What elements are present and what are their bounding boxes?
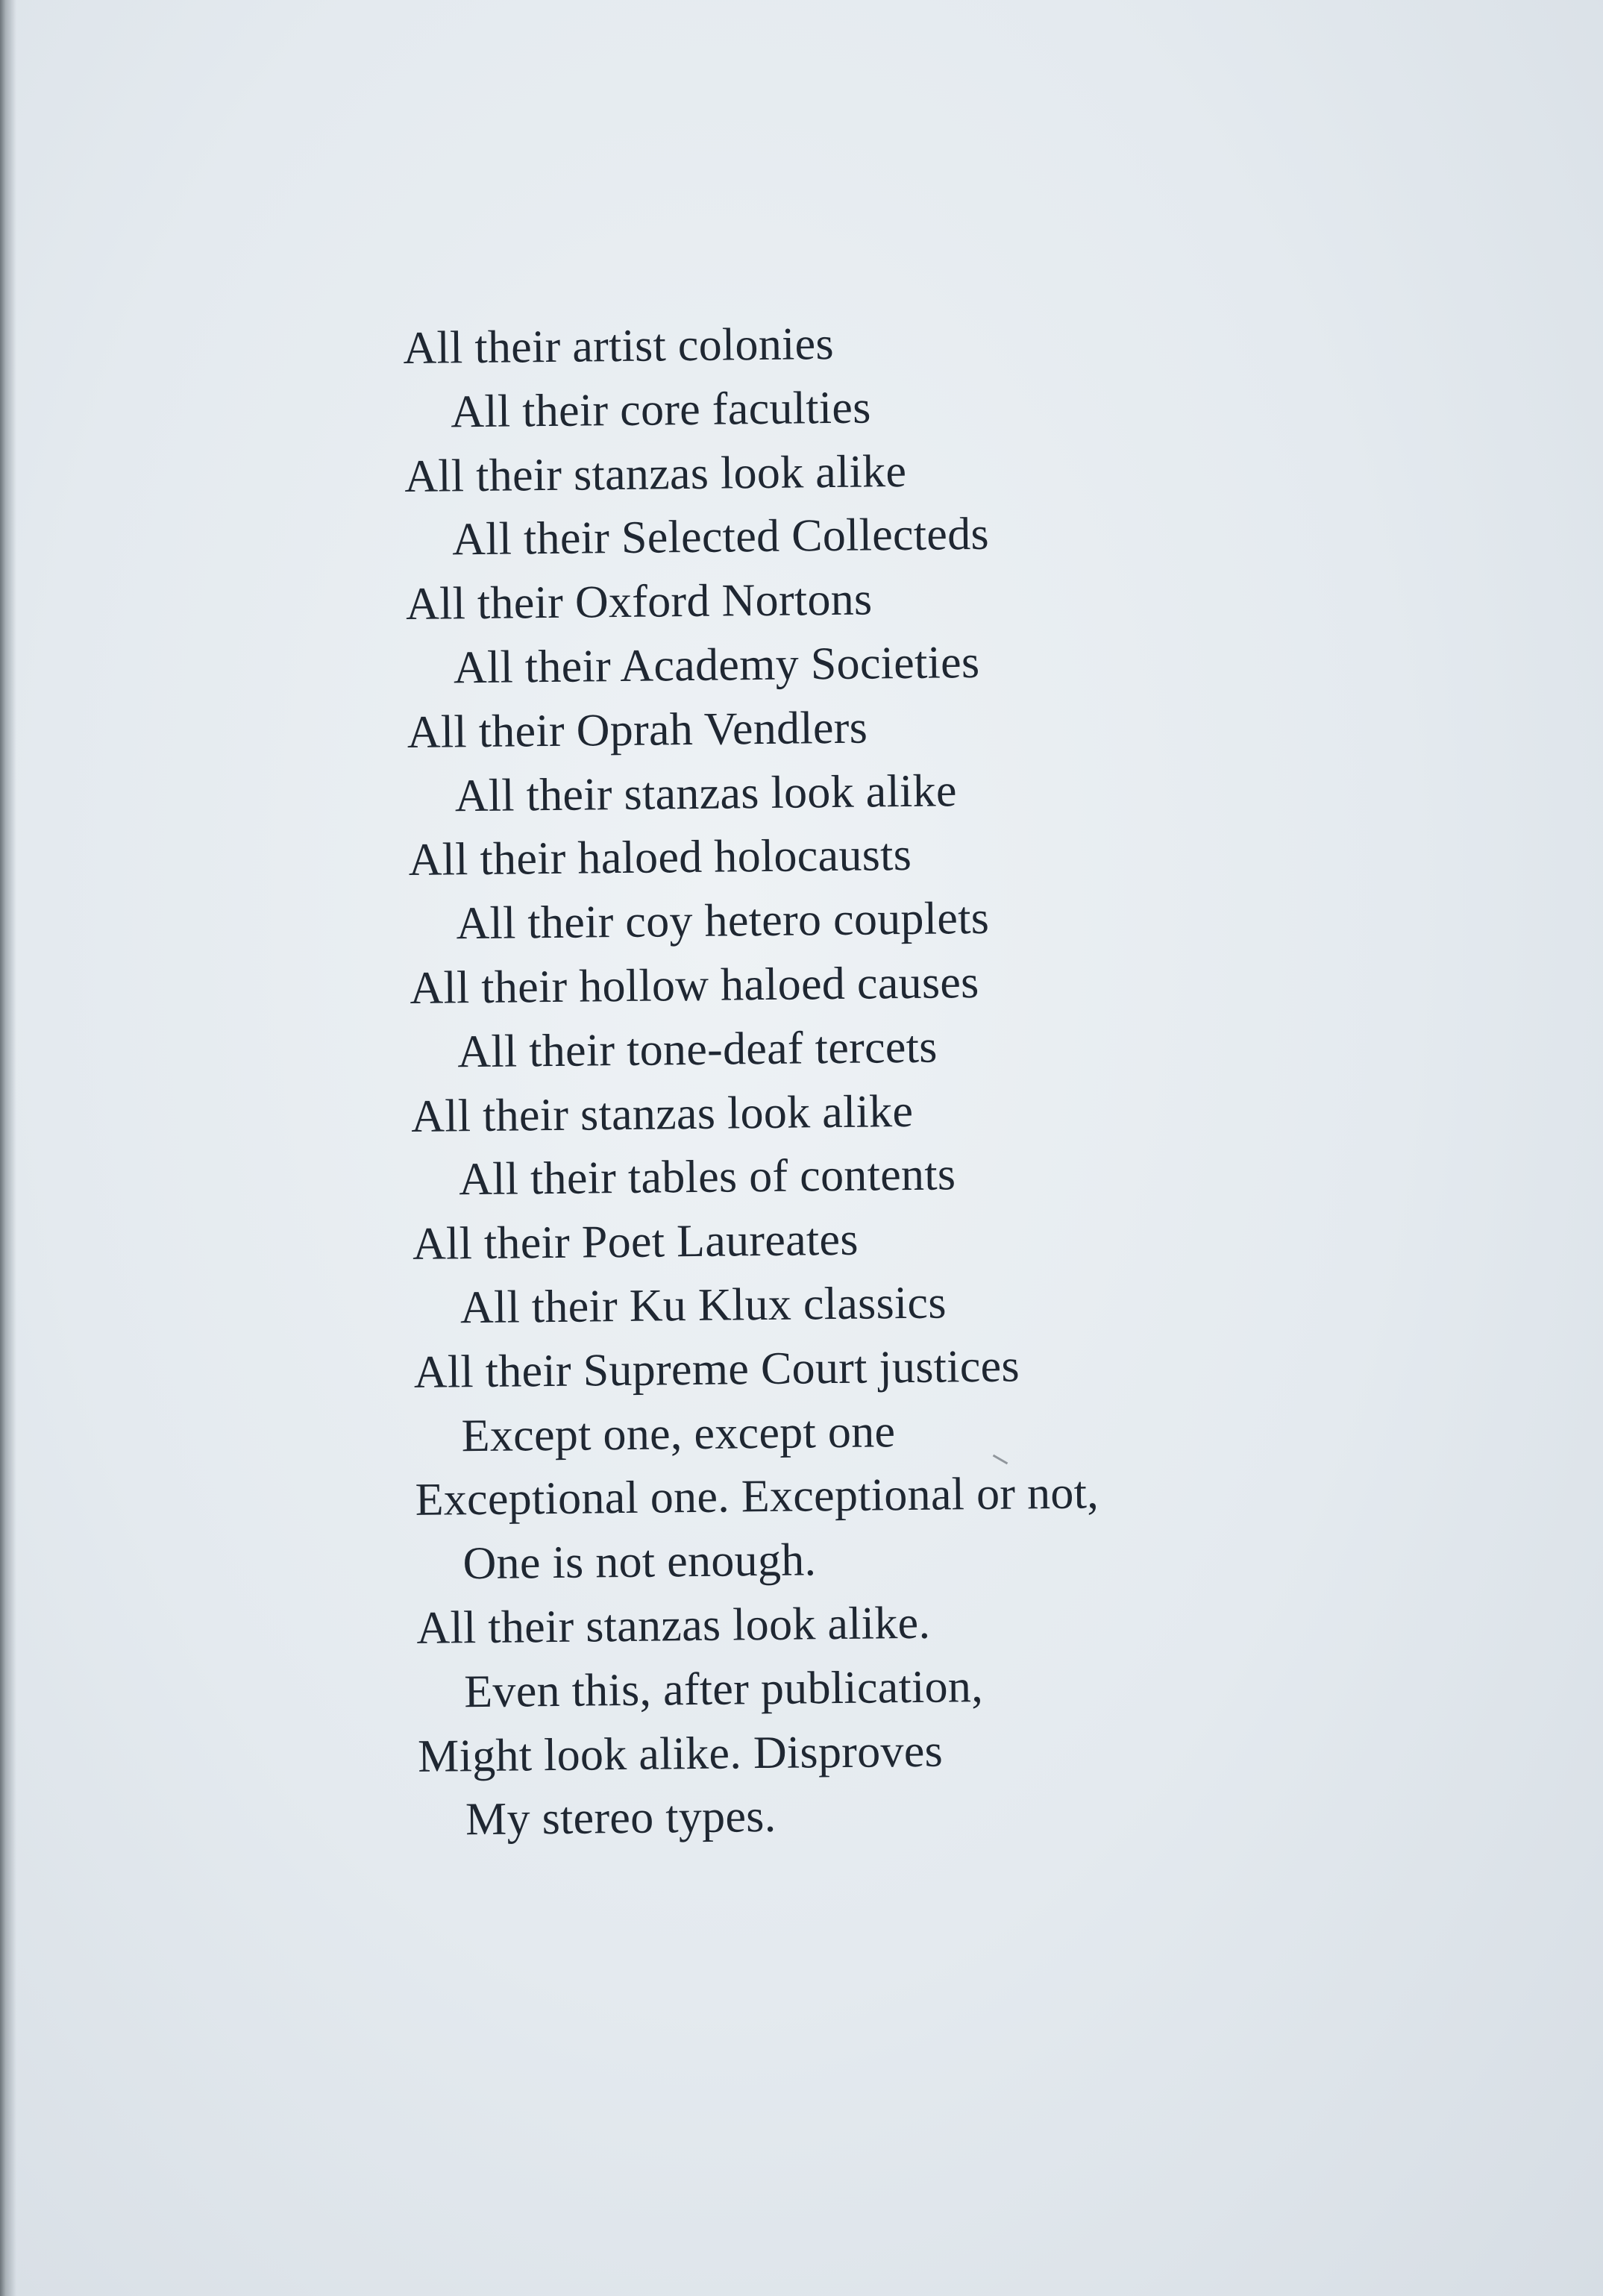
- poem-line: All their Oprah Vendlers: [407, 702, 868, 758]
- poem-line: All their core faculties: [450, 382, 871, 438]
- poem-line: Might look alike. Disproves: [417, 1725, 944, 1782]
- poem-line: All their Oxford Nortons: [405, 574, 873, 630]
- poem-line: All their Ku Klux classics: [459, 1277, 947, 1334]
- poem-line: Except one, except one: [461, 1405, 896, 1461]
- book-spine-shadow: [0, 0, 16, 2296]
- poem-line: Exceptional one. Exceptional or not,: [415, 1467, 1099, 1526]
- poem-line: Even this, after publication,: [463, 1660, 984, 1717]
- poem-line: All their Poet Laureates: [412, 1214, 859, 1270]
- poem-line: One is not enough.: [462, 1534, 817, 1590]
- poem-line: All their stanzas look alike: [410, 1085, 914, 1142]
- poem-line: All their hollow haloed causes: [410, 956, 979, 1014]
- poem-line: All their stanzas look alike: [404, 445, 907, 502]
- poem-line: My stereo types.: [465, 1791, 777, 1845]
- poem-line: All their stanzas look alike: [454, 765, 958, 821]
- poem-text: [403, 307, 1314, 1853]
- poem-line: All their tables of contents: [458, 1149, 956, 1205]
- poem-line: All their Supreme Court justices: [413, 1340, 1020, 1398]
- poem-line: All their artist colonies: [403, 318, 835, 374]
- poem-line: All their tone-deaf tercets: [457, 1021, 938, 1078]
- poem-line: All their stanzas look alike.: [416, 1597, 931, 1654]
- poem-line: All their haloed holocausts: [408, 829, 912, 886]
- poem-line: All their Selected Collecteds: [451, 509, 990, 565]
- poem-line: All their coy hetero couplets: [456, 892, 990, 950]
- poem-line: All their Academy Societies: [453, 636, 980, 694]
